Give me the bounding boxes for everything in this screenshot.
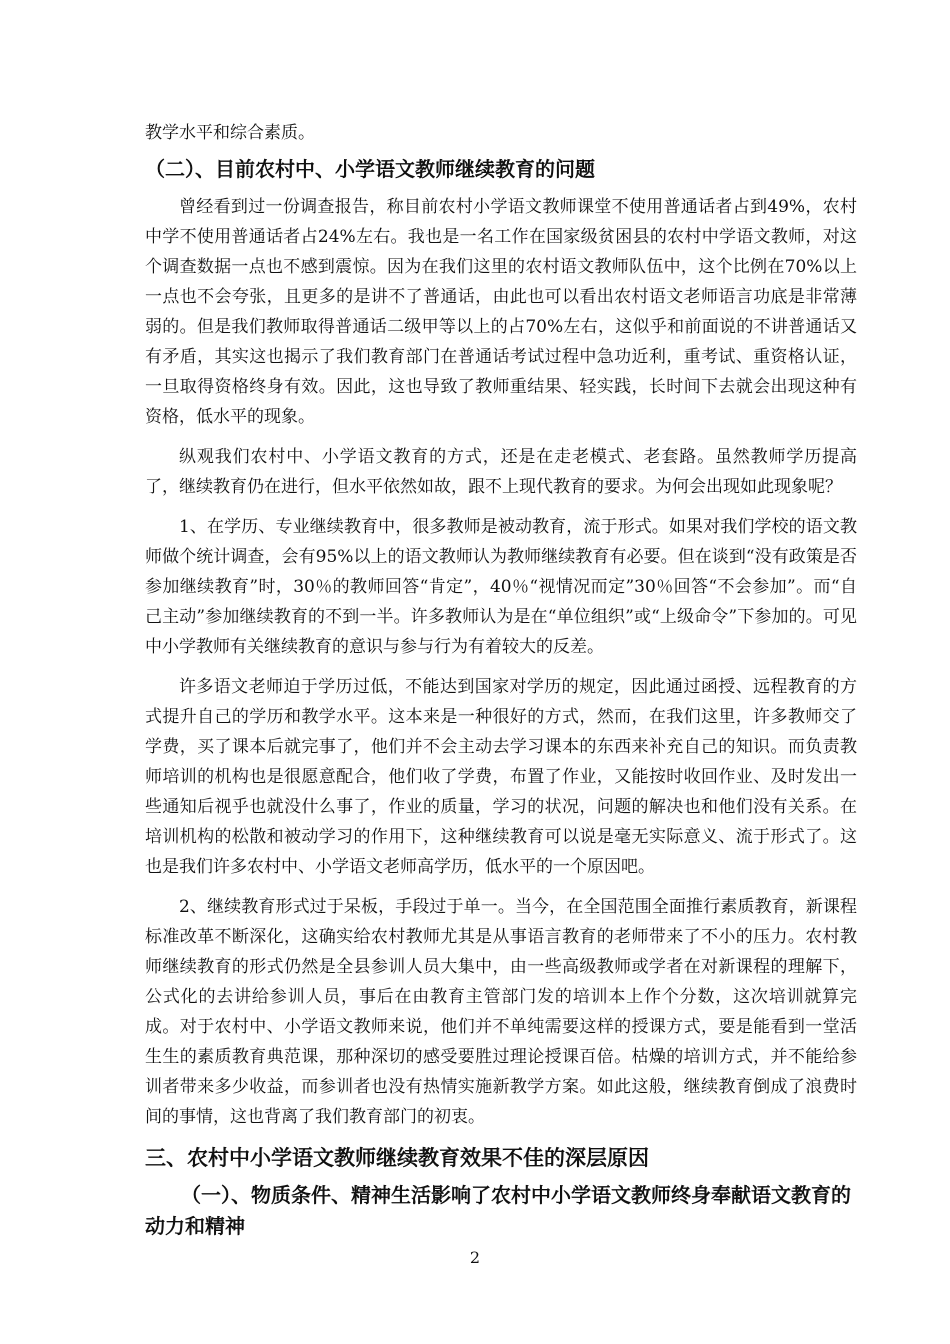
paragraph-correspondence-education: 许多语文老师迫于学历过低，不能达到国家对学历的规定，因此通过函授、远程教育的方式提升自己的学历和教学水平。这本来是一种很好的方式，然而，在我们这里，许多教师交了学费，买了课本后就完事了，他们并不会主动去学习课本的东西来补充自己的知识。而负责教师培训的机构也是很愿意配合，他们收了学费，布置了作业，又能按时收回作业、及时发出一些通知后视乎也就没什么事了，作业的质量，学习的状况，问题的解决也和他们没有关系。在培训机构的松散和被动学习的作用下，这种继续教育可以说是毫无实际意义、流于形式了。这也是我们许多农村中、小学语文老师高学历，低水平的一个原因吧。 <box>145 677 857 877</box>
paragraph-old-model: 纵观我们农村中、小学语文教育的方式，还是在走老模式、老套路。虽然教师学历提高了，继续教育仍在进行，但水平依然如故，跟不上现代教育的要求。为何会出现如此现象呢？ <box>145 447 857 497</box>
subsection-heading-3-1: （一）、物质条件、精神生活影响了农村中小学语文教师终身奉献语文教育的动力和精神 <box>145 1183 851 1238</box>
paragraph-point-1: 1、在学历、专业继续教育中，很多教师是被动教育，流于形式。如果对我们学校的语文教师做个统计调查，会有95%以上的语文教师认为教师继续教育有必要。但在谈到“没有政策是否参加继续教育”时，30％的教师回答“肯定”，40％“视情况而定”30％回答“不会参加”。而“自己主动”参加继续教育的不到一半。许多教师认为是在“单位组织”或“上级命令”下参加的。可见中小学教师有关继续教育的意识与参与行为有着较大的反差。 <box>145 517 857 657</box>
document-body <box>145 118 857 1242</box>
section-heading-3: 三、农村中小学语文教师继续教育效果不佳的深层原因 <box>145 1146 649 1170</box>
paragraph-survey-report: 曾经看到过一份调查报告，称目前农村小学语文教师课堂不使用普通话者占到49%，农村中学不使用普通话者占24%左右。我也是一名工作在国家级贫困县的农村中学语文教师，对这个调查数据一点也不感到震惊。因为在我们这里的农村语文教师队伍中，这个比例在70%以上一点也不会夸张，且更多的是讲不了普通话，由此也可以看出农村语文老师语言功底是非常薄弱的。但是我们教师取得普通话二级甲等以上的占70%左右，这似乎和前面说的不讲普通话又有矛盾，其实这也揭示了我们教育部门在普通话考试过程中急功近利，重考试、重资格认证，一旦取得资格终身有效。因此，这也导致了教师重结果、轻实践，长时间下去就会出现这种有资格，低水平的现象。 <box>145 197 857 427</box>
paragraph-point-2: 2、继续教育形式过于呆板，手段过于单一。当今，在全国范围全面推行素质教育，新课程标准改革不断深化，这确实给农村教师尤其是从事语言教育的老师带来了不小的压力。农村教师继续教育的形式仍然是全县参训人员大集中，由一些高级教师或学者在对新课程的理解下，公式化的去讲给参训人员，事后在由教育主管部门发的培训本上作个分数，这次培训就算完成。对于农村中、小学语文教师来说，他们并不单纯需要这样的授课方式，要是能看到一堂活生生的素质教育典范课，那种深切的感受要胜过理论授课百倍。枯燥的培训方式，并不能给参训者带来多少收益，而参训者也没有热情实施新教学方案。如此这般，继续教育倒成了浪费时间的事情，这也背离了我们教育部门的初衷。 <box>145 897 857 1127</box>
paragraph-continued: 教学水平和综合素质。 <box>145 123 315 143</box>
page-number: 2 <box>469 1248 481 1267</box>
section-heading-2: （二）、目前农村中、小学语文教师继续教育的问题 <box>145 157 595 181</box>
